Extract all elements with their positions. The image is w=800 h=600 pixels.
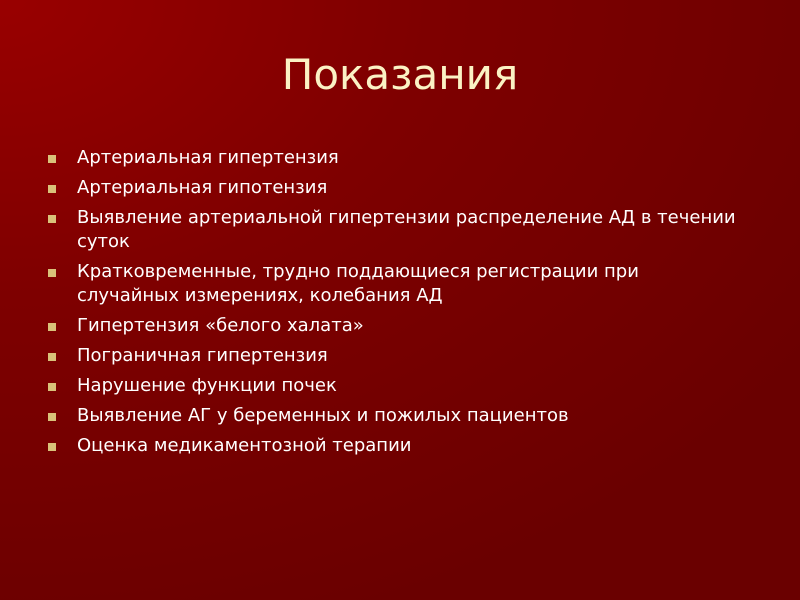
list-item-text: Выявление АГ у беременных и пожилых пациентов <box>77 405 569 426</box>
list-item <box>48 404 738 428</box>
list-item <box>48 146 738 170</box>
list-item-text: Артериальная гипотензия <box>77 177 328 198</box>
slide-title: Показания <box>281 50 519 99</box>
square-bullet-icon <box>48 383 56 391</box>
list-item-text: Пограничная гипертензия <box>77 345 328 366</box>
square-bullet-icon <box>48 215 56 223</box>
square-bullet-icon <box>48 269 56 277</box>
square-bullet-icon <box>48 413 56 421</box>
list-item-text: Оценка медикаментозной терапии <box>77 435 412 456</box>
list-item-text: Гипертензия «белого халата» <box>77 315 364 336</box>
square-bullet-icon <box>48 443 56 451</box>
bullet-list <box>48 146 738 464</box>
square-bullet-icon <box>48 323 56 331</box>
list-item <box>48 434 738 458</box>
list-item <box>48 176 738 200</box>
list-item-text: Выявление артериальной гипертензии распределение АД в течении суток <box>77 207 736 252</box>
list-item-text: Артериальная гипертензия <box>77 147 339 168</box>
list-item <box>48 314 738 338</box>
list-item-text: Нарушение функции почек <box>77 375 337 396</box>
square-bullet-icon <box>48 155 56 163</box>
square-bullet-icon <box>48 185 56 193</box>
list-item-text: Кратковременные, трудно поддающиеся регистрации при случайных измерениях, колебания АД <box>77 261 639 306</box>
list-item <box>48 374 738 398</box>
square-bullet-icon <box>48 353 56 361</box>
list-item <box>48 206 738 254</box>
list-item <box>48 344 738 368</box>
list-item <box>48 260 738 308</box>
